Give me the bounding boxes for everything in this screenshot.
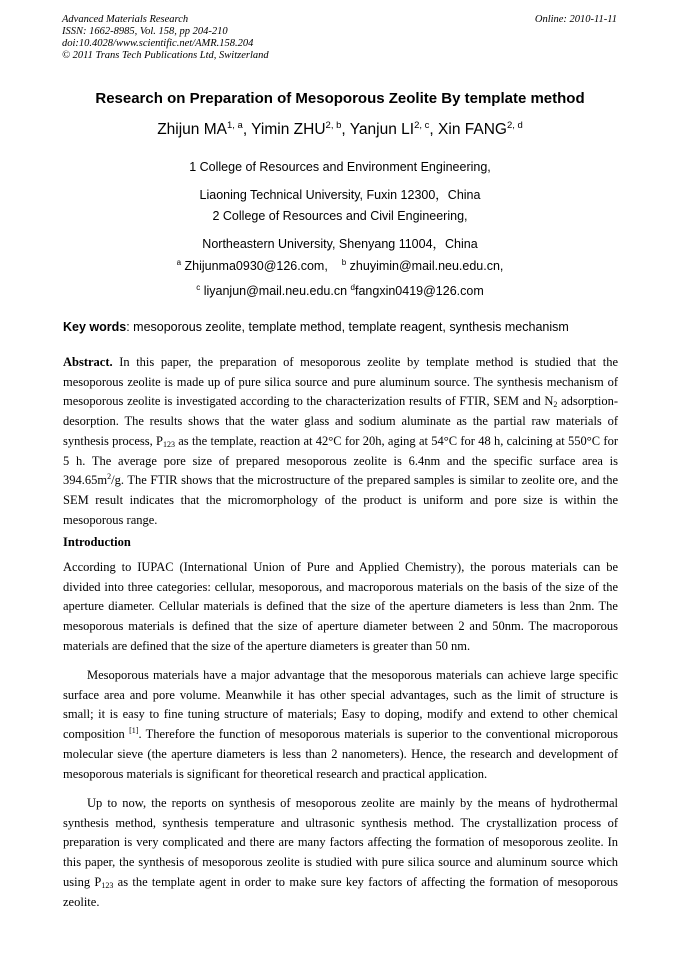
body-paragraph: According to IUPAC (International Union of Pure and Applied Chemistry), the porous materials can be divided into three categories: cellular, mesoporous, and macroporous materials on the basis of the size of the aperture diameter. Cellular materials is defined that the size of the aperture diameters is less than 2nm. The mesoporous materials is defined that the size of aperture diameter between 2 and 50nm. The macroporous materials are defined that the size of the aperture diameters is greater than 50 nm. — [63, 560, 618, 653]
affiliation-line: 2 College of Resources and Civil Engineering, — [212, 209, 468, 223]
author-name: Zhijun MA — [157, 121, 227, 138]
email-address: zhuyimin@mail.neu.edu.cn, — [349, 259, 504, 273]
author-list: Zhijun MA$^{1, a}$, Yimin ZHU$^{2, b}$, Yanjun LI$^{2, c}$, Xin FANG$^{2, d}$ — [157, 120, 523, 138]
email-address: fangxin0419@126.com — [355, 284, 484, 298]
author-affiliation-mark: 2, b — [325, 120, 342, 131]
online-date: Online: 2010-11-11 — [534, 14, 617, 25]
keywords-label: Key words — [63, 320, 127, 334]
journal-issn: ISSN: 1662-8985, Vol. 158, pp 204-210 — [62, 26, 228, 37]
journal-doi: doi:10.4028/www.scientific.net/AMR.158.204 — [62, 38, 254, 49]
journal-name: Advanced Materials Research — [62, 14, 189, 25]
citation-ref: [1] — [129, 726, 139, 736]
journal-header — [62, 14, 617, 62]
email-line: $^c$ liyanjun@mail.neu.edu.cn $^d$fangxin0419@126.com — [196, 283, 484, 298]
affiliation-line: Northeastern University, Shenyang 11004，China — [202, 237, 478, 251]
body-paragraph: Up to now, the reports on synthesis of mesoporous zeolite are mainly by the means of hydrothermal synthesis method, synthesis temperature and ultrasonic synthesis method. The crystallization process of preparation is very complicated and there are many factors affecting the formation of mesoporous zeolite. In this paper, the synthesis of mesoporous zeolite is studied with pure silica source and aluminum source which using $P_{123}$ as the template agent in order to make sure key factors of affecting the formation of mesoporous zeolite. — [63, 796, 618, 909]
author-affiliation-mark: 2, d — [506, 120, 523, 131]
abstract: Abstract. In this paper, the preparation of mesoporous zeolite by template method is studied that the mesoporous zeolite is made up of pure silica source and pure aluminum source. The synthesis mechanism of mesoporous zeolite is investigated according to the characterization results of FTIR, SEM and $N_2$ adsorption-desorption. The results shows that the water glass and sodium aluminate as the partial raw materials of synthesis process, $P_{123}$ as the template, reaction at 42°C for 20h, aging at 54°C for 48 h, calcining at 550°C for 5 h. The average pore size of prepared mesoporous zeolite is 6.4nm and the specific surface area is $394.65m^2/g$. The FTIR shows that the microstructure of the prepared samples is similar to zeolite ore, and the SEM result indicates that the micromorphology of the product is uniform and pore size is within the mesoporous range. — [63, 355, 619, 527]
affiliation-line: 1 College of Resources and Environment Engineering, — [189, 160, 491, 174]
keywords — [63, 320, 569, 334]
email-address: Zhijunma0930@126.com, — [184, 259, 328, 273]
author-affiliation-mark: 2, c — [414, 120, 430, 131]
author-name: Xin FANG — [438, 121, 507, 138]
author-affiliation-mark: 1, a — [226, 120, 243, 131]
author-name: Yimin ZHU — [251, 121, 326, 138]
author-name: Yanjun LI — [349, 121, 415, 138]
email-address: liyanjun@mail.neu.edu.cn — [203, 284, 348, 298]
body-paragraph: Mesoporous materials have a major advantage that the mesoporous materials can achieve large specific surface area and pore volume. Meanwhile it has other special advantages, such as the limit of structure is small; it is easy to fine tuning structure of materials; Easy to doping, modify and extend to other chemical composition [1]. Therefore the function of mesoporous materials is superior to the conventional microporous molecular sieve (the aperture diameters is less than 2 nanometers). Hence, the research and development of mesoporous materials is significant for theoretical research and practical application. — [63, 668, 618, 781]
journal-copyright: © 2011 Trans Tech Publications Ltd, Switzerland — [62, 50, 269, 61]
abstract-label: Abstract. — [63, 355, 113, 369]
keywords-text: : mesoporous zeolite, template method, template reagent, synthesis mechanism — [126, 320, 569, 334]
affiliation-line: Liaoning Technical University, Fuxin 12300，China — [199, 188, 481, 202]
email-line: $^a$ Zhijunma0930@126.com, $^b$ zhuyimin@mail.neu.edu.cn, — [176, 258, 504, 273]
section-heading: Introduction — [63, 535, 131, 549]
paper-title: Research on Preparation of Mesoporous Zeolite By template method — [95, 90, 585, 107]
